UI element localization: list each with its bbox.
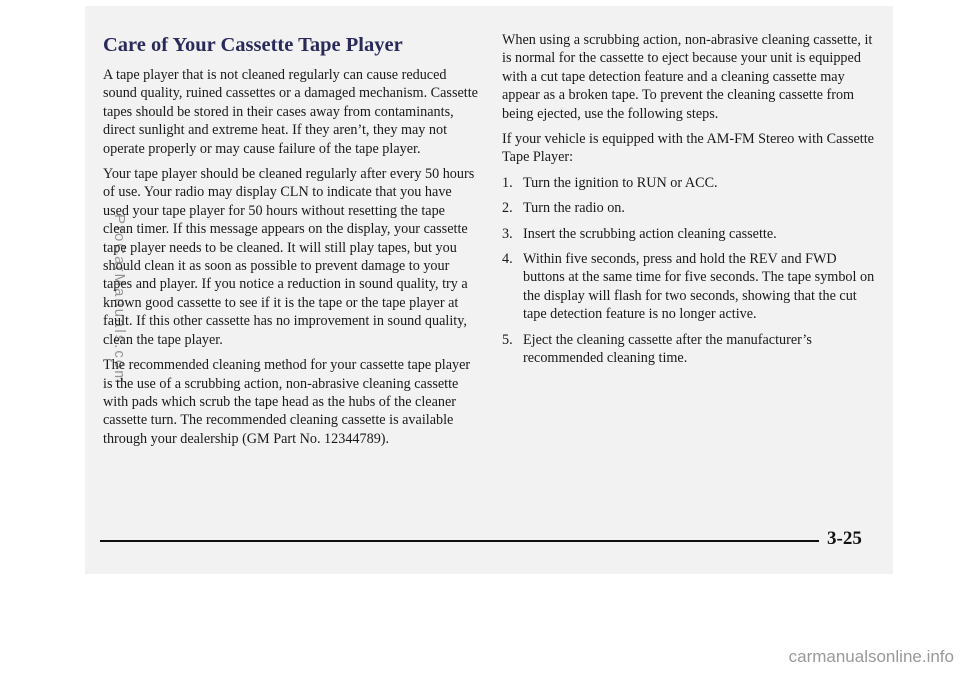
section-heading: Care of Your Cassette Tape Player bbox=[103, 34, 403, 56]
step-number: 3. bbox=[502, 225, 513, 242]
step-text: Within five seconds, press and hold the REV and FWD buttons at the same time for five seconds. The tape symbol on the display will flash for two seconds, showing that the cut tape detection feature is no longer active. bbox=[523, 251, 875, 323]
steps-list bbox=[502, 174, 877, 368]
left-column bbox=[103, 32, 478, 455]
step-text: Insert the scrubbing action cleaning cassette. bbox=[523, 225, 777, 242]
step-number: 4. bbox=[502, 251, 513, 268]
paragraph-eject-note: When using a scrubbing action, non-abrasive cleaning cassette, it is normal for the cassette to eject because your unit is equipped with a cut tape detection feature and a cleaning cassette may appear as a broken tape. To prevent the cleaning cassette from being ejected, use the following steps. bbox=[502, 32, 873, 122]
step-item bbox=[502, 225, 877, 243]
step-text: Eject the cleaning cassette after the manufacturer’s recommended cleaning time. bbox=[523, 331, 812, 367]
page-number: 3-25 bbox=[827, 528, 862, 549]
step-item bbox=[502, 174, 877, 192]
step-item bbox=[502, 199, 877, 217]
step-number: 1. bbox=[502, 174, 513, 191]
step-item bbox=[502, 250, 877, 324]
step-text: Turn the radio on. bbox=[523, 200, 625, 217]
step-item bbox=[502, 331, 877, 368]
vertical-watermark: ProCarManuals.com bbox=[111, 214, 128, 385]
step-text: Turn the ignition to RUN or ACC. bbox=[523, 174, 718, 191]
paragraph-stereo-condition: If your vehicle is equipped with the AM-FM Stereo with Cassette Tape Player: bbox=[502, 131, 874, 166]
step-number: 2. bbox=[502, 200, 513, 217]
footer-rule bbox=[100, 540, 819, 542]
right-column bbox=[502, 31, 877, 375]
paragraph-cleaning-method: The recommended cleaning method for your cassette tape player is the use of a scrubbing action, non-abrasive cleaning cassette with pads which scrub the tape head as the hubs of the cleaner cassette turn. The recommended cleaning cassette is available through your dealership (GM Part No. 12344789). bbox=[103, 357, 471, 447]
paragraph-intro: A tape player that is not cleaned regularly can cause reduced sound quality, ruined cassettes or a damaged mechanism. Cassette tapes should be stored in their cases away from contaminants, direct sunlight and extreme heat. If they aren’t, they may not operate properly or may cause failure of the tape player. bbox=[103, 67, 478, 157]
paragraph-cleaning-schedule: Your tape player should be cleaned regularly after every 50 hours of use. Your radio may display CLN to indicate that you have used your tape player for 50 hours without resetting the tape clean timer. If this message appears on the display, your cassette tape player needs to be cleaned. It will still play tapes, but you should clean it as soon as possible to prevent damage to your tapes and player. If you notice a reduction in sound quality, try a known good cassette to see if it is the tape or the tape player at fault. If this other cassette has no improvement in sound quality, clean the tape player. bbox=[103, 166, 475, 348]
step-number: 5. bbox=[502, 331, 513, 348]
site-watermark: carmanualsonline.info bbox=[788, 647, 954, 666]
